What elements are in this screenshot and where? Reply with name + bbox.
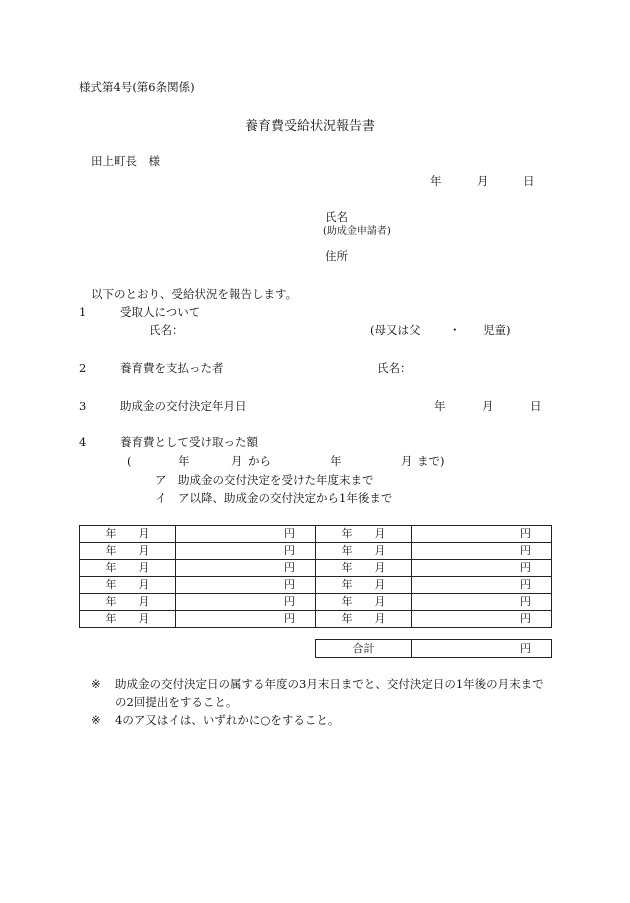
- right-amount-cell: 円: [412, 560, 552, 577]
- note2-line1: 4のア又はイは、いずれかに○をすること。: [115, 713, 340, 727]
- date-year: 年: [430, 174, 442, 188]
- left-month-cell: 年 月: [80, 526, 176, 543]
- section3-year: 年: [434, 399, 446, 413]
- left-month-cell: 年 月: [80, 594, 176, 611]
- period-until: まで): [417, 454, 445, 468]
- period-month2: 月: [401, 454, 413, 468]
- right-amount-cell: 円: [412, 577, 552, 594]
- left-amount-cell: 円: [176, 543, 316, 560]
- left-amount-cell: 円: [176, 560, 316, 577]
- total-row: [316, 640, 552, 658]
- total-table: [315, 639, 552, 658]
- right-month-cell: 年 月: [316, 611, 412, 628]
- section1-name-label: 氏名：: [149, 323, 184, 337]
- right-amount-cell: 円: [412, 611, 552, 628]
- amount-table: [79, 525, 552, 628]
- left-month-cell: 年 月: [80, 560, 176, 577]
- right-month-cell: 年 月: [316, 594, 412, 611]
- period-year1: 年: [178, 454, 190, 468]
- section2-heading: 養育費を支払った者: [120, 361, 224, 375]
- table-row: [80, 543, 552, 560]
- option-i: イ ア以降、助成金の交付決定から1年後まで: [155, 491, 393, 505]
- section4-heading: 養育費として受け取った額: [120, 435, 258, 449]
- section1-relation-close: 児童): [483, 323, 511, 337]
- note1-line2: の2回提出をすること。: [115, 695, 238, 709]
- right-month-cell: 年 月: [316, 577, 412, 594]
- left-month-cell: 年 月: [80, 611, 176, 628]
- left-amount-cell: 円: [176, 577, 316, 594]
- applicant-address-label: 住所: [325, 249, 348, 263]
- section1-heading: 受取人について: [120, 305, 201, 319]
- table-row: [80, 560, 552, 577]
- section1-relation-dot: ・: [449, 323, 461, 337]
- period-from: から: [248, 454, 271, 468]
- section3-day: 日: [530, 399, 542, 413]
- section3-heading: 助成金の交付決定年月日: [120, 399, 247, 413]
- table-row: [80, 611, 552, 628]
- intro-text: 以下のとおり、受給状況を報告します。: [91, 287, 298, 301]
- period-month1: 月: [231, 454, 243, 468]
- note2-mark: ※: [91, 713, 101, 727]
- form-number: 様式第4号(第6条関係): [79, 80, 195, 94]
- addressee: 田上町長 様: [91, 154, 160, 168]
- note1-line1: 助成金の交付決定日の属する年度の3月末日までと、交付決定日の1年後の月末まで: [115, 677, 544, 691]
- section2-name-label: 氏名：: [377, 361, 412, 375]
- period-year2: 年: [330, 454, 342, 468]
- right-month-cell: 年 月: [316, 560, 412, 577]
- table-row: [80, 594, 552, 611]
- date-day: 日: [523, 174, 535, 188]
- right-amount-cell: 円: [412, 594, 552, 611]
- section3-number: 3: [79, 399, 87, 413]
- period-open: (: [127, 454, 132, 468]
- section3-month: 月: [482, 399, 494, 413]
- left-month-cell: 年 月: [80, 577, 176, 594]
- applicant-name-label: 氏名: [325, 210, 348, 224]
- left-amount-cell: 円: [176, 594, 316, 611]
- section1-number: 1: [79, 305, 87, 319]
- document-title: 養育費受給状況報告書: [245, 119, 376, 134]
- option-a: ア 助成金の交付決定を受けた年度末まで: [155, 473, 374, 487]
- section4-number: 4: [79, 435, 87, 449]
- table-row: [80, 577, 552, 594]
- section2-number: 2: [79, 361, 87, 375]
- note1-mark: ※: [91, 677, 101, 691]
- right-amount-cell: 円: [412, 543, 552, 560]
- left-amount-cell: 円: [176, 526, 316, 543]
- table-row: [80, 526, 552, 543]
- section1-relation-open: (母又は父: [370, 323, 421, 337]
- left-amount-cell: 円: [176, 611, 316, 628]
- total-amount-cell: 円: [412, 640, 552, 658]
- right-month-cell: 年 月: [316, 543, 412, 560]
- right-month-cell: 年 月: [316, 526, 412, 543]
- right-amount-cell: 円: [412, 526, 552, 543]
- applicant-name-note: (助成金申請者): [323, 226, 391, 237]
- total-label: 合計: [316, 640, 412, 658]
- date-month: 月: [477, 174, 489, 188]
- left-month-cell: 年 月: [80, 543, 176, 560]
